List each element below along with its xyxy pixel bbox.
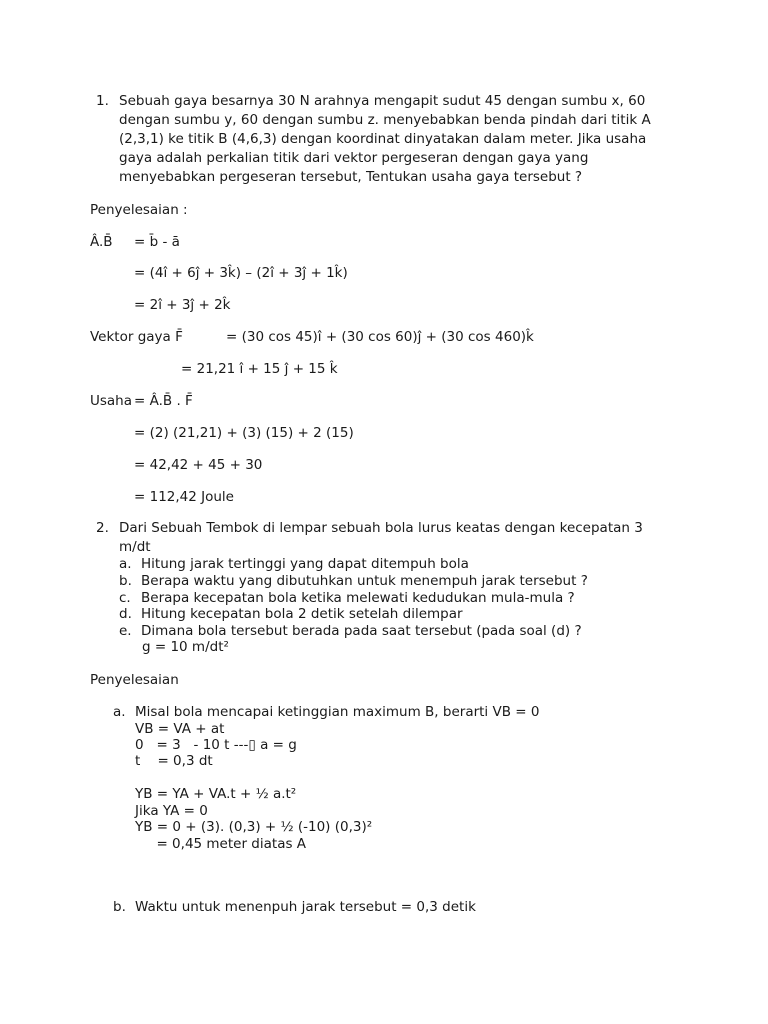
displacement-label: Â.B̄ [90,234,113,250]
work-step-2: = (2) (21,21) + (3) (15) + 2 (15) [134,425,354,441]
work-step-1: = Â.B̄ . F̄ [134,393,193,409]
question-2-line-1: Dari Sebuah Tembok di lempar sebuah bola lurus keatas dengan kecepatan 3 [119,520,643,536]
question-1-line-5: menyebabkan pergeseran tersebut, Tentukan usaha gaya tersebut ? [119,169,583,185]
force-label: Vektor gaya F̄ [90,329,183,345]
question-2-item-d: Hitung kecepatan bola 2 detik setelah dilempar [141,606,463,622]
question-1-line-4: gaya adalah perkalian titik dari vektor pergeseran dengan gaya yang [119,150,589,166]
question-2-item-a: Hitung jarak tertinggi yang dapat ditempuh bola [141,556,469,572]
solution-2-a-line-1: Misal bola mencapai ketinggian maximum B, berarti VB = 0 [135,704,540,720]
solution-2-a-line-2: VB = VA + at [135,721,225,737]
solution-1-heading: Penyelesaian : [90,202,188,218]
solution-2-a-line-3: 0 = 3 - 10 t ---▯ a = g [135,737,297,753]
solution-2-part-b-letter: b. [113,899,126,915]
solution-2-a-line-8: YB = 0 + (3). (0,3) + ½ (-10) (0,3)² [135,819,373,835]
solution-2-part-a-letter: a. [113,704,126,720]
force-step-1: = (30 cos 45)î + (30 cos 60)ĵ + (30 cos 460)k̂ [226,329,534,345]
displacement-step-1: = b̄ - ā [134,234,180,250]
question-1-line-3: (2,3,1) ke titik B (4,6,3) dengan koordinat dinyatakan dalam meter. Jika usaha [119,131,647,147]
question-2-item-e-letter: e. [119,623,132,639]
question-2-item-e: Dimana bola tersebut berada pada saat tersebut (pada soal (d) ? [141,623,582,639]
question-2-item-a-letter: a. [119,556,132,572]
solution-2-b-text: Waktu untuk menenpuh jarak tersebut = 0,3 detik [135,899,476,915]
solution-2-a-line-7: Jika YA = 0 [135,803,208,819]
question-1-line-1: Sebuah gaya besarnya 30 N arahnya mengapit sudut 45 dengan sumbu x, 60 [119,93,646,109]
work-label: Usaha [90,393,133,409]
displacement-step-2: = (4î + 6ĵ + 3k̂) – (2î + 3ĵ + 1k̂) [134,265,348,281]
solution-2-a-line-6: YB = YA + VA.t + ½ a.t² [135,786,297,802]
question-2-item-d-letter: d. [119,606,132,622]
solution-2-heading: Penyelesaian [90,672,179,688]
solution-2-a-line-4: t = 0,3 dt [135,753,213,769]
question-2-item-c-letter: c. [119,590,131,606]
question-2-line-2: m/dt [119,539,151,555]
solution-2-a-line-9: = 0,45 meter diatas A [135,836,307,852]
gravity-note: g = 10 m/dt² [142,639,229,655]
question-2-item-b: Berapa waktu yang dibutuhkan untuk menempuh jarak tersebut ? [141,573,588,589]
displacement-step-3: = 2î + 3ĵ + 2k̂ [134,297,231,313]
question-2-number: 2. [96,520,109,536]
question-1-number: 1. [96,93,109,109]
work-result: = 112,42 Joule [134,489,234,505]
work-step-3: = 42,42 + 45 + 30 [134,457,263,473]
force-step-2: = 21,21 î + 15 ĵ + 15 k̂ [181,361,338,377]
question-2-item-c: Berapa kecepatan bola ketika melewati kedudukan mula-mula ? [141,590,575,606]
question-1-line-2: dengan sumbu y, 60 dengan sumbu z. menyebabkan benda pindah dari titik A [119,112,651,128]
question-2-item-b-letter: b. [119,573,132,589]
